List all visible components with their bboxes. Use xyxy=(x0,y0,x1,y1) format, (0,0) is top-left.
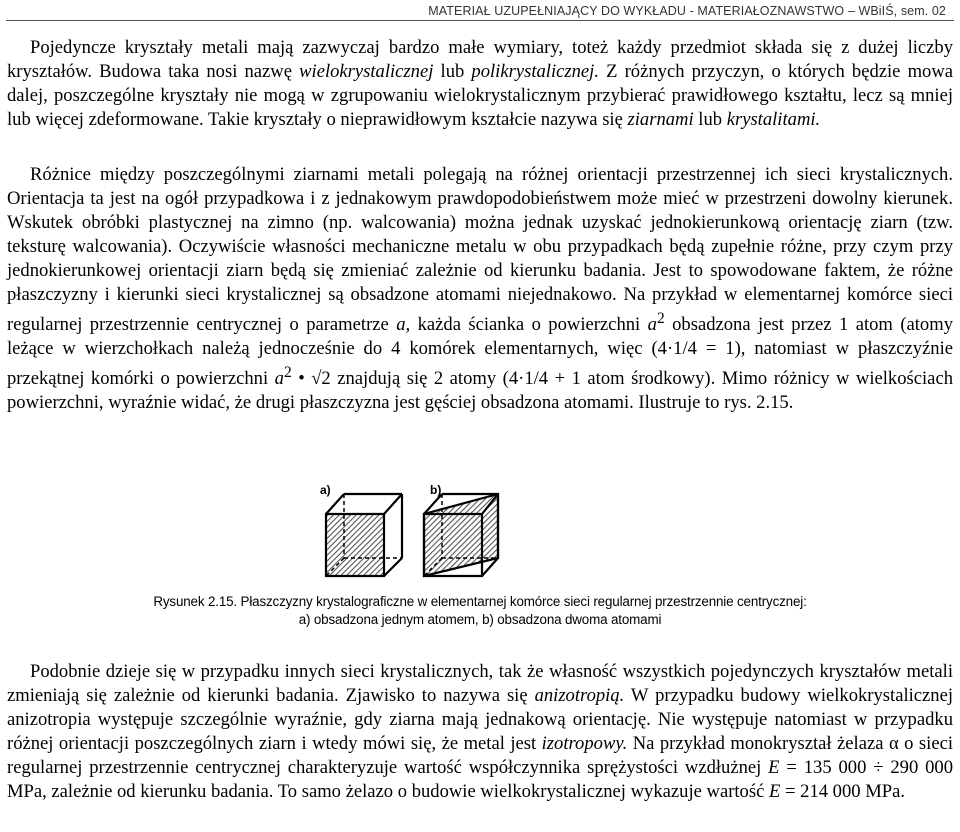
term-wielokrystaliczna: wielokrystalicznej xyxy=(299,61,434,82)
paragraph-orientation xyxy=(7,163,953,415)
caption-line-2: a) obsadzona jednym atomem, b) obsadzona dwoma atomami xyxy=(298,612,662,627)
header-rule xyxy=(6,20,954,21)
term-krystality: krystalitami. xyxy=(726,109,821,130)
symbol-a-squared-1: a xyxy=(647,314,657,336)
term-polikrystaliczna: polikrystalicznej. xyxy=(471,61,599,82)
symbol-e-2: E xyxy=(769,781,781,802)
p1-text-2: lub xyxy=(433,61,472,82)
superscript-2-2: 2 xyxy=(283,364,292,382)
p1-text-4: lub xyxy=(693,109,727,130)
p3-text-3: Na przykład monokryształ żelaza α o sieci regularnej przestrzennie centrycznej charakteryzuje wartość współczynnika sprężystości wzdłużnej xyxy=(7,733,953,778)
p2-text-2: każda ścianka o powierzchni xyxy=(410,314,648,336)
plane-a-face xyxy=(326,514,384,576)
p3-text-1: Podobnie dzieje się w przypadku innych sieci krystalicznych, tak że własność wszystkich pojedynczych kryształów metali zmieniają się zależnie od kierunki badania. Zjawisko to nazywa się xyxy=(7,661,953,706)
p1-text-3: Z różnych przyczyn, o których będzie mowa dalej, poszczególne kryształy nie mogą w zgrupowaniu wielokrystalicznym przybierać prawidłowego kształtu, lecz są mniej lub więcej zdeformowane. Takie kryształy o nieprawidłowym kształcie nazywa się xyxy=(7,61,954,130)
p3-text-4: = 135 000 ÷ 290 000 MPa, zależnie od kierunku badania. To samo żelazo o budowie wielkokrystalicznej wykazuje wartość xyxy=(7,757,953,802)
figure-label-a: a) xyxy=(320,483,331,497)
cube-b xyxy=(424,494,498,576)
term-izotropowy: izotropowy. xyxy=(541,733,628,754)
cube-a xyxy=(326,494,402,576)
figure-2-15 xyxy=(0,480,960,588)
p1-text-1: Pojedyncze kryształy metali mają zazwyczaj bardzo małe wymiary, toteż każdy przedmiot składa się z dużej liczby kryształów. Budowa taka nosi nazwę xyxy=(7,37,953,82)
caption-line-1: Rysunek 2.15. Płaszczyzny krystalograficzne w elementarnej komórce sieci regularnej przestrzennie centrycznej: xyxy=(153,594,807,609)
term-ziarna: ziarnami xyxy=(627,109,694,130)
superscript-2-1: 2 xyxy=(656,310,665,327)
figure-caption xyxy=(0,593,960,629)
symbol-e-1: E xyxy=(768,757,780,778)
p3-text-5: = 214 000 MPa. xyxy=(780,781,905,802)
running-header: MATERIAŁ UZUPEŁNIAJĄCY DO WYKŁADU - MATERIAŁOZNAWSTWO – WBiIŚ, sem. 02 xyxy=(428,4,946,18)
paragraph-polycrystalline xyxy=(7,36,953,132)
p3-text-2: W przypadku budowy wielkokrystalicznej anizotropia występuje szczególnie wyraźnie, gdy ziarna mają jednakową orientację. Nie występuje natomiast w przypadku różnej orientacji poszczególnych ziarn i wtedy mówi się, że metal jest xyxy=(7,685,953,754)
p2-text-1: Różnice między poszczególnymi ziarnami metali polegają na różnej orientacji przestrzennej ich sieci krystalicznych. Orientacja ta jest na ogół przypadkowa i z jednakowym prawdopodobieństwem może mieć w przestrzeni dowolny kierunek. Wskutek obróbki plastycznej na zimno (np. walcowania) można jednak uzyskać jednokierunkową orientację ziarn (tzw. teksturę walcowania). Oczywiście własności mechaniczne metalu w obu przypadkach będą zupełnie różne, przy czym przy jednokierunkowej orientacji ziarn będą się zmieniać zależnie od kierunku badania. Jest to spowodowane faktem, że różne płaszczyzny i kierunki sieci krystalicznej są obsadzone atomami niejednakowo. Na przykład w elementarnej komórce sieci regularnej przestrzennie centrycznej o parametrze xyxy=(7,164,953,336)
symbol-a: a, xyxy=(396,314,411,336)
figure-label-b: b) xyxy=(430,483,442,497)
term-anizotropia: anizotropią. xyxy=(534,685,625,706)
p2-text-3: obsadzona jest przez 1 atom (atomy leżące w wierzchołkach należą jednocześnie do 4 komórek elementarnych, więc (4·1/4 = 1), natomiast w płaszczyźnie przekątnej komórki o powierzchni xyxy=(7,314,953,390)
p2-text-4: • √2 znajdują się 2 atomy (4·1/4 + 1 atom środkowy). Mimo różnicy w wielkościach powierzchni, wyraźnie widać, że drugi płaszczyzna jest gęściej obsadzona atomami. Ilustruje to rys. 2.15. xyxy=(7,368,953,414)
symbol-a-squared-2: a xyxy=(274,368,284,390)
paragraph-anisotropy xyxy=(7,660,953,804)
